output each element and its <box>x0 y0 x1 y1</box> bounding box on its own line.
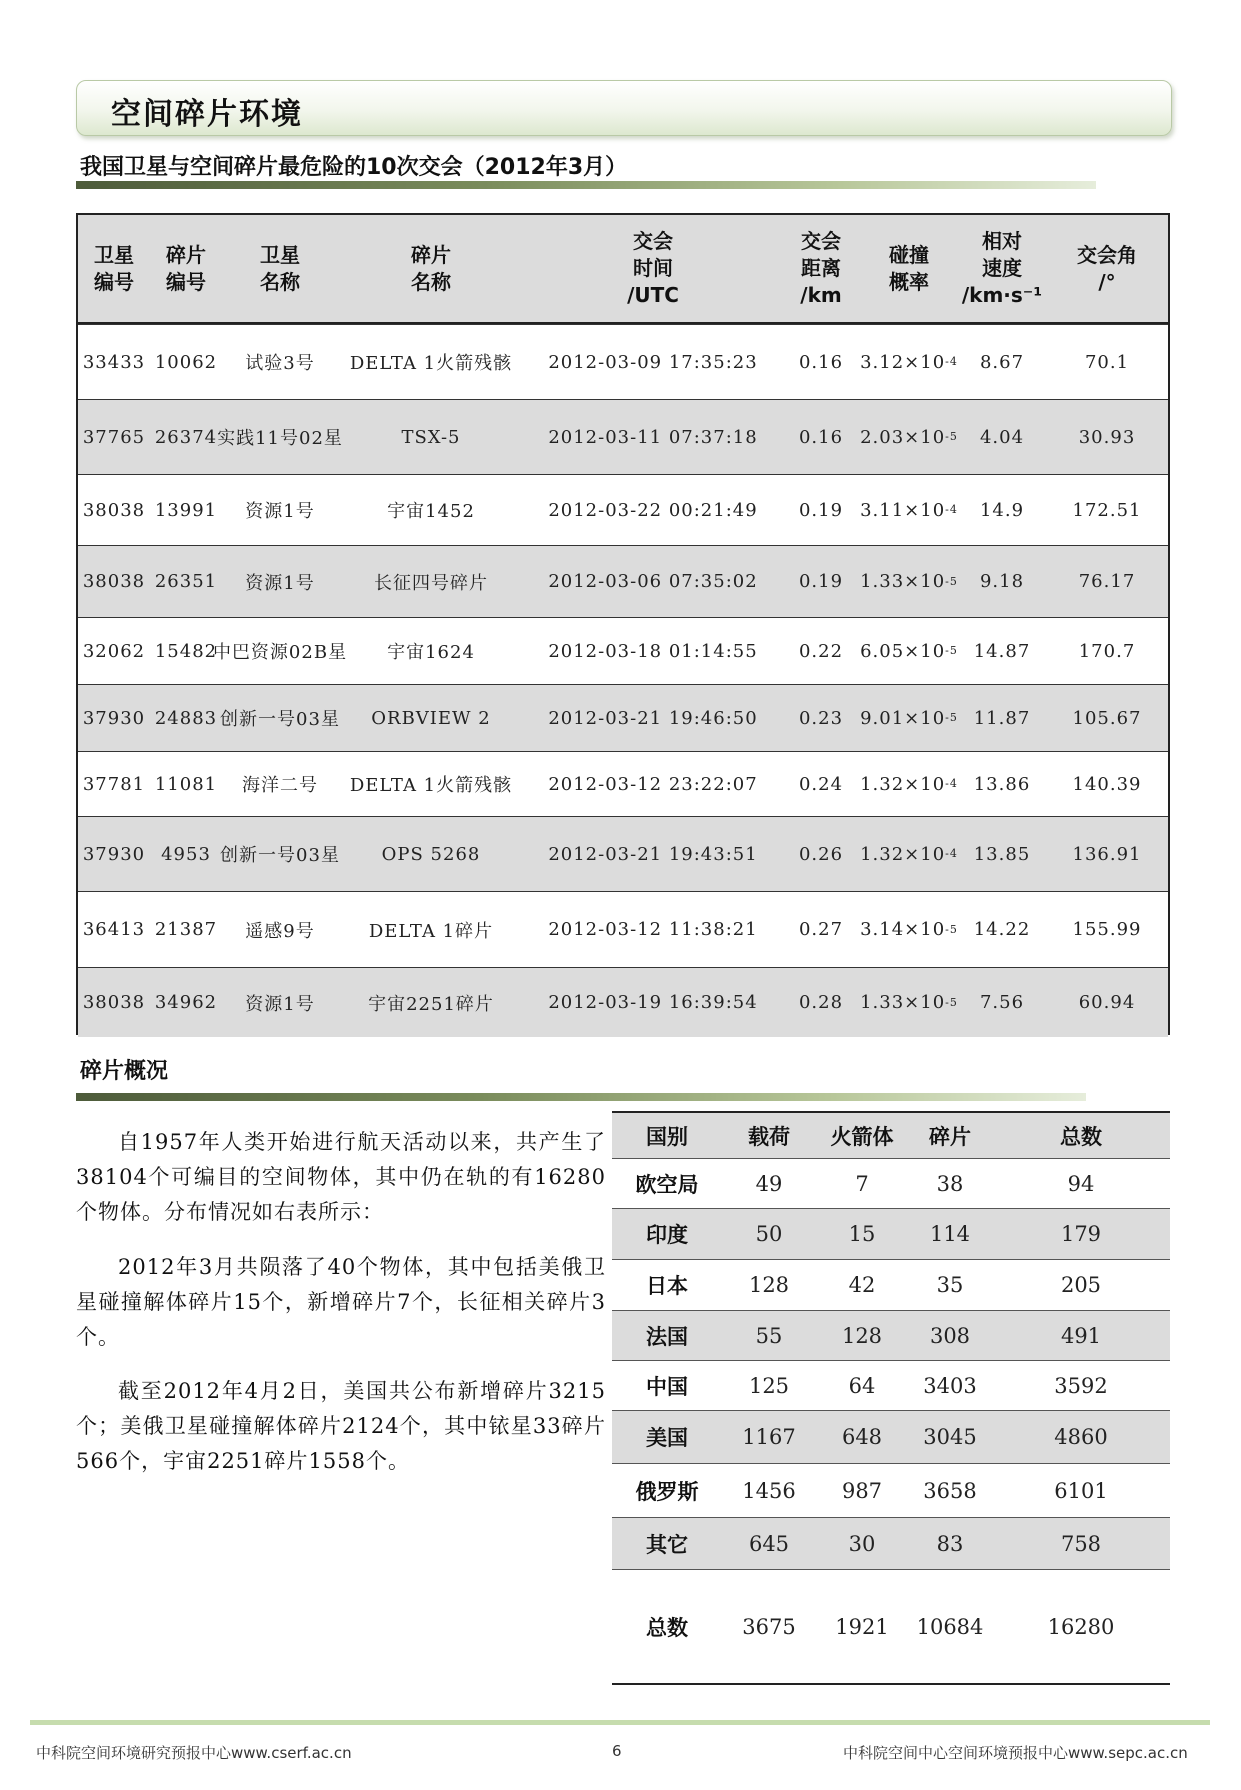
cell-debris-name: 长征四号碎片 <box>374 572 488 594</box>
cell-count: 491 <box>1060 1323 1102 1348</box>
cell-count: 3045 <box>923 1425 977 1449</box>
cell-debris-name: OPS 5268 <box>381 843 481 865</box>
cell-count: 758 <box>1060 1531 1102 1556</box>
cell-angle: 136.91 <box>1072 843 1142 865</box>
probability-mantissa: 1.33×10 <box>860 571 946 592</box>
probability-mantissa: 1.33×10 <box>860 992 946 1013</box>
cell-debris-name: ORBVIEW 2 <box>371 707 491 729</box>
cell-angle: 70.1 <box>1084 351 1130 373</box>
cell-sat-name: 海洋二号 <box>242 775 318 796</box>
page-number: 6 <box>612 1742 622 1760</box>
cell-count: 114 <box>929 1222 971 1246</box>
cell-angle: 155.99 <box>1072 919 1142 940</box>
country-name: 俄罗斯 <box>635 1479 699 1504</box>
cell-sat-name: 资源1号 <box>245 501 315 522</box>
column-header: 相对 速度 /km·s⁻¹ <box>961 229 1043 307</box>
table-row <box>78 474 1168 545</box>
cell-count: 42 <box>848 1273 876 1297</box>
cell-sat-id: 37930 <box>82 843 146 865</box>
cell-count: 6101 <box>1054 1478 1108 1503</box>
cell-probability: 1.33×10 -5 <box>860 571 958 592</box>
table-row <box>612 1310 1170 1360</box>
table-row <box>78 617 1168 684</box>
cell-probability: 9.01×10 -5 <box>860 707 958 729</box>
cell-sat-name: 创新一号03星 <box>220 709 340 730</box>
cell-count: 1456 <box>742 1478 796 1503</box>
cell-dist: 0.16 <box>798 351 844 373</box>
cell-angle: 76.17 <box>1078 571 1136 592</box>
cell-count: 3675 <box>742 1614 796 1639</box>
cell-count: 38 <box>936 1171 964 1196</box>
cell-dist: 0.28 <box>798 992 844 1013</box>
cell-angle: 172.51 <box>1072 499 1142 521</box>
cell-probability: 1.33×10 -5 <box>860 992 958 1013</box>
overview-paragraph-3: 截至2012年4月2日，美国共公布新增碎片3215个；美俄卫星碰撞解体碎片2124个，其中铱星33碎片566个，宇宙2251碎片1558个。 <box>76 1379 606 1473</box>
table-row <box>612 1410 1170 1463</box>
section-title: 空间碎片环境 <box>111 97 303 132</box>
cell-count: 55 <box>755 1323 783 1348</box>
cell-vel: 14.87 <box>973 640 1031 662</box>
section-banner <box>76 80 1172 136</box>
cell-count: 35 <box>936 1273 964 1297</box>
conjunction-heading: 我国卫星与空间碎片最危险的10次交会（2012年3月） <box>80 155 628 180</box>
cell-angle: 140.39 <box>1072 773 1142 795</box>
cell-debris-id: 10062 <box>154 351 218 373</box>
probability-mantissa: 2.03×10 <box>860 426 946 448</box>
cell-debris-name: TSX-5 <box>401 426 461 448</box>
cell-count: 83 <box>936 1531 964 1556</box>
cell-debris-name: DELTA 1火箭残骸 <box>349 775 513 796</box>
cell-time: 2012-03-22 00:21:49 <box>548 499 758 521</box>
cell-count: 128 <box>841 1323 883 1348</box>
table-row <box>78 545 1168 617</box>
cell-vel: 13.85 <box>973 843 1031 865</box>
cell-debris-name: 宇宙1452 <box>387 501 475 522</box>
cell-vel: 8.67 <box>979 351 1025 373</box>
overview-paragraph-1: 自1957年人类开始进行航天活动以来，共产生了38104个可编目的空间物体，其中仍在轨的有16280个物体。分布情况如右表所示： <box>76 1130 606 1224</box>
cell-time: 2012-03-06 07:35:02 <box>548 571 758 592</box>
cell-time: 2012-03-12 11:38:21 <box>548 919 758 940</box>
cell-probability: 6.05×10 -5 <box>860 640 958 662</box>
column-header: 火箭体 <box>830 1124 894 1149</box>
country-name: 其它 <box>646 1532 688 1557</box>
cell-count: 4860 <box>1054 1425 1108 1449</box>
cell-sat-name: 遥感9号 <box>245 920 315 942</box>
probability-mantissa: 3.14×10 <box>860 919 946 940</box>
table-row <box>612 1360 1170 1410</box>
table-row <box>612 1517 1170 1569</box>
cell-vel: 7.56 <box>979 992 1025 1013</box>
cell-debris-id: 11081 <box>154 773 218 795</box>
cell-debris-name: DELTA 1碎片 <box>368 920 494 942</box>
cell-sat-id: 38038 <box>82 571 146 592</box>
cell-sat-name: 实践11号02星 <box>217 428 343 449</box>
table-row <box>612 1569 1170 1683</box>
table-row <box>78 967 1168 1037</box>
cell-debris-id: 4953 <box>161 843 211 865</box>
country-name: 印度 <box>646 1223 688 1247</box>
probability-mantissa: 1.32×10 <box>860 773 946 795</box>
column-header: 交会 时间 /UTC <box>627 229 679 307</box>
cell-count: 125 <box>748 1373 790 1398</box>
country-name: 欧空局 <box>635 1172 699 1197</box>
cell-angle: 30.93 <box>1078 426 1136 448</box>
cell-sat-id: 37930 <box>82 707 146 729</box>
cell-dist: 0.19 <box>798 499 844 521</box>
cell-count: 3658 <box>923 1478 977 1503</box>
country-name: 中国 <box>646 1374 688 1399</box>
cell-debris-name: DELTA 1火箭残骸 <box>349 353 513 374</box>
cell-probability: 2.03×10 -5 <box>860 426 958 448</box>
conjunction-table-header <box>78 215 1168 324</box>
country-name: 总数 <box>646 1615 688 1640</box>
cell-sat-id: 32062 <box>82 640 146 662</box>
cell-count: 1167 <box>742 1425 796 1449</box>
column-header: 碎片 名称 <box>411 242 451 294</box>
country-name: 日本 <box>646 1274 688 1298</box>
table-row <box>78 751 1168 816</box>
cell-debris-id: 21387 <box>154 919 218 940</box>
cell-count: 3403 <box>923 1373 977 1398</box>
cell-probability: 1.32×10 -4 <box>860 843 958 865</box>
cell-debris-id: 26351 <box>154 571 218 592</box>
table-row <box>612 1463 1170 1517</box>
cell-count: 1921 <box>835 1614 889 1639</box>
cell-count: 15 <box>848 1222 876 1246</box>
table-row <box>78 816 1168 891</box>
conjunction-table <box>76 213 1170 1035</box>
cell-dist: 0.24 <box>798 773 844 795</box>
cell-sat-name: 创新一号03星 <box>220 845 340 866</box>
cell-vel: 11.87 <box>973 707 1031 729</box>
cell-time: 2012-03-18 01:14:55 <box>548 640 758 662</box>
column-header: 国别 <box>646 1124 688 1149</box>
cell-count: 16280 <box>1047 1614 1115 1639</box>
cell-sat-id: 36413 <box>82 919 146 940</box>
cell-debris-id: 13991 <box>154 499 218 521</box>
cell-probability: 1.32×10 -4 <box>860 773 958 795</box>
country-name: 美国 <box>646 1426 688 1450</box>
cell-sat-name: 试验3号 <box>245 353 315 374</box>
probability-mantissa: 3.11×10 <box>860 499 946 521</box>
cell-angle: 105.67 <box>1072 707 1142 729</box>
cell-count: 205 <box>1060 1273 1102 1297</box>
cell-count: 179 <box>1060 1222 1102 1246</box>
cell-count: 64 <box>848 1373 876 1398</box>
cell-debris-id: 26374 <box>154 426 218 448</box>
cell-sat-id: 38038 <box>82 499 146 521</box>
column-header: 碰撞 概率 <box>889 242 929 294</box>
cell-vel: 14.9 <box>979 499 1025 521</box>
probability-mantissa: 6.05×10 <box>860 640 946 662</box>
cell-time: 2012-03-21 19:43:51 <box>548 843 758 865</box>
cell-dist: 0.19 <box>798 571 844 592</box>
column-header: 交会角 /° <box>1077 242 1137 294</box>
cell-vel: 4.04 <box>979 426 1025 448</box>
cell-count: 128 <box>748 1273 790 1297</box>
cell-debris-id: 15482 <box>154 640 218 662</box>
cell-count: 49 <box>755 1171 783 1196</box>
country-name: 法国 <box>646 1324 688 1349</box>
cell-count: 987 <box>841 1478 883 1503</box>
cell-time: 2012-03-21 19:46:50 <box>548 707 758 729</box>
cell-probability: 3.12×10 -4 <box>860 351 958 373</box>
column-header: 交会 距离 /km <box>800 229 842 307</box>
cell-dist: 0.26 <box>798 843 844 865</box>
cell-time: 2012-03-19 16:39:54 <box>548 992 758 1013</box>
heading-underline <box>76 181 1096 189</box>
cell-sat-id: 33433 <box>82 351 146 373</box>
footer-left: 中科院空间环境研究预报中心www.cserf.ac.cn <box>36 1744 352 1762</box>
cell-count: 7 <box>855 1171 869 1196</box>
cell-dist: 0.27 <box>798 919 844 940</box>
cell-sat-id: 38038 <box>82 992 146 1013</box>
table-row <box>78 399 1168 474</box>
probability-mantissa: 9.01×10 <box>860 707 946 729</box>
country-table <box>612 1111 1170 1685</box>
overview-heading: 碎片概况 <box>80 1059 169 1084</box>
cell-sat-id: 37781 <box>82 773 146 795</box>
cell-angle: 170.7 <box>1078 640 1136 662</box>
cell-count: 30 <box>848 1531 876 1556</box>
country-table-header <box>612 1113 1170 1158</box>
cell-vel: 14.22 <box>973 919 1031 940</box>
cell-vel: 9.18 <box>979 571 1025 592</box>
cell-debris-id: 24883 <box>154 707 218 729</box>
cell-count: 50 <box>755 1222 783 1246</box>
cell-debris-name: 宇宙2251碎片 <box>368 993 494 1015</box>
cell-dist: 0.23 <box>798 707 844 729</box>
cell-count: 94 <box>1067 1171 1095 1196</box>
cell-dist: 0.22 <box>798 640 844 662</box>
column-header: 载荷 <box>748 1124 790 1149</box>
column-header: 碎片 编号 <box>166 242 206 294</box>
cell-debris-id: 34962 <box>154 992 218 1013</box>
cell-sat-name: 中巴资源02B星 <box>212 642 348 663</box>
cell-count: 10684 <box>916 1614 984 1639</box>
column-header: 卫星 编号 <box>94 242 134 294</box>
table-row <box>612 1208 1170 1259</box>
cell-count: 3592 <box>1054 1373 1108 1398</box>
probability-mantissa: 1.32×10 <box>860 843 946 865</box>
cell-probability: 3.14×10 -5 <box>860 919 958 940</box>
cell-time: 2012-03-09 17:35:23 <box>548 351 758 373</box>
cell-probability: 3.11×10 -4 <box>860 499 958 521</box>
cell-sat-name: 资源1号 <box>245 572 315 594</box>
footer-rule <box>30 1720 1210 1725</box>
cell-sat-name: 资源1号 <box>245 993 315 1015</box>
overview-paragraph-2: 2012年3月共陨落了40个物体，其中包括美俄卫星碰撞解体碎片15个，新增碎片7个，长征相关碎片3个。 <box>76 1255 606 1349</box>
table-row <box>78 891 1168 967</box>
probability-mantissa: 3.12×10 <box>860 351 946 373</box>
column-header: 卫星 名称 <box>260 242 300 294</box>
cell-sat-id: 37765 <box>82 426 146 448</box>
table-row <box>78 324 1168 399</box>
overview-underline <box>76 1093 1086 1101</box>
cell-time: 2012-03-11 07:37:18 <box>548 426 758 448</box>
table-row <box>78 684 1168 751</box>
cell-count: 308 <box>929 1323 971 1348</box>
cell-debris-name: 宇宙1624 <box>387 642 475 663</box>
cell-time: 2012-03-12 23:22:07 <box>548 773 758 795</box>
cell-dist: 0.16 <box>798 426 844 448</box>
footer-right: 中科院空间中心空间环境预报中心www.sepc.ac.cn <box>843 1744 1188 1762</box>
cell-count: 648 <box>841 1425 883 1449</box>
cell-vel: 13.86 <box>973 773 1031 795</box>
column-header: 碎片 <box>929 1124 971 1149</box>
column-header: 总数 <box>1060 1124 1102 1149</box>
table-row <box>612 1259 1170 1310</box>
cell-count: 645 <box>748 1531 790 1556</box>
table-row <box>612 1158 1170 1208</box>
cell-angle: 60.94 <box>1078 992 1136 1013</box>
